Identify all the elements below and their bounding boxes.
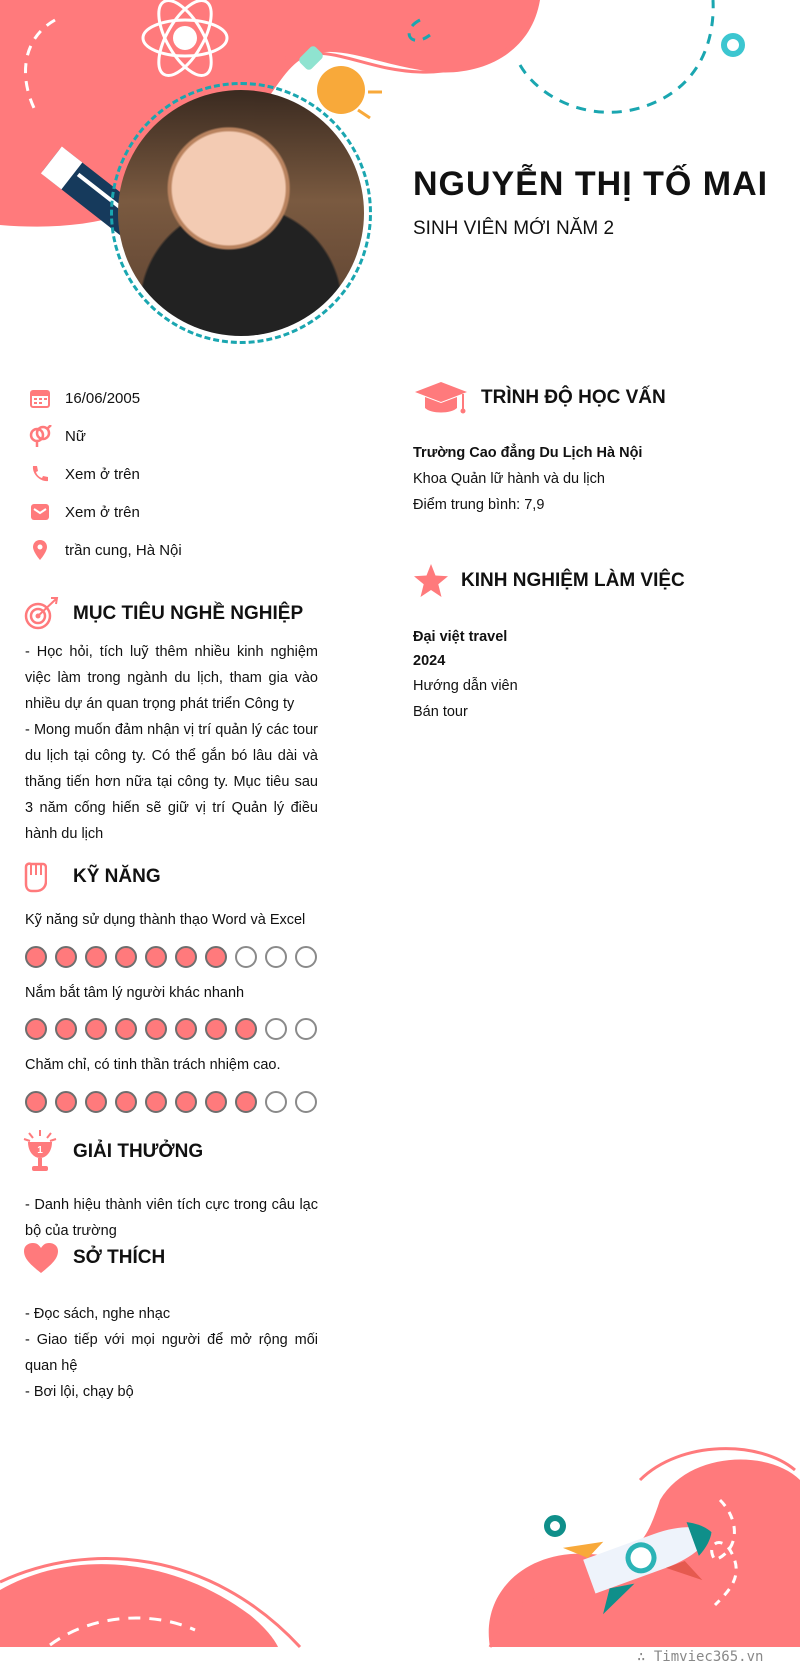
education-faculty: Khoa Quản lữ hành và du lịch: [413, 471, 605, 487]
rating-dot-filled: [115, 1018, 137, 1040]
experience-heading: [413, 563, 685, 599]
awards-text: - Danh hiệu thành viên tích cực trong câu lạc bộ của trường: [25, 1197, 318, 1239]
gender-value: Nữ: [65, 427, 86, 445]
rating-dot-filled: [25, 1018, 47, 1040]
rating-dot-filled: [235, 1091, 257, 1113]
rating-dot-filled: [85, 946, 107, 968]
skill-2-label: Nắm bắt tâm lý người khác nhanh: [25, 985, 245, 1001]
awards-heading: [23, 1130, 203, 1174]
small-teal-ring: [547, 1518, 563, 1534]
rating-dot-filled: [175, 1018, 197, 1040]
rating-dot-filled: [25, 946, 47, 968]
rating-dot-filled: [25, 1091, 47, 1113]
rating-dot-empty: [265, 1091, 287, 1113]
gender-icon: [28, 424, 52, 448]
fist-icon: [23, 859, 47, 895]
gender-row: [28, 424, 86, 448]
graduation-cap-icon: [413, 380, 469, 416]
rating-dot-empty: [295, 1091, 317, 1113]
rating-dot-filled: [145, 946, 167, 968]
atom-icon: [173, 26, 197, 50]
rating-dot-empty: [235, 946, 257, 968]
dob-row: [28, 386, 140, 410]
email-icon: [28, 500, 52, 524]
rating-dot-filled: [55, 1091, 77, 1113]
phone-row: [28, 462, 140, 486]
email-value: Xem ở trên: [65, 503, 140, 521]
experience-company: Đại việt travel: [413, 629, 508, 645]
phone-icon: [28, 462, 52, 486]
rating-dot-filled: [205, 946, 227, 968]
address-row: [28, 538, 182, 562]
rating-dot-empty: [295, 946, 317, 968]
career-goal-title: MỤC TIÊU NGHỀ NGHIỆP: [73, 603, 304, 624]
footer-decoration: [0, 1440, 800, 1672]
hobbies-title: SỞ THÍCH: [73, 1247, 166, 1268]
rating-dot-filled: [55, 1018, 77, 1040]
skill-3-label: Chăm chỉ, có tinh thần trách nhiệm cao.: [25, 1057, 281, 1073]
rating-dot-filled: [85, 1091, 107, 1113]
career-goal-heading: [23, 596, 303, 632]
rating-dot-empty: [295, 1018, 317, 1040]
rating-dot-filled: [145, 1091, 167, 1113]
skill-1-label: Kỹ năng sử dụng thành thạo Word và Excel: [25, 912, 306, 928]
rating-dot-filled: [205, 1091, 227, 1113]
avatar: [118, 90, 364, 336]
rating-dot-empty: [265, 946, 287, 968]
skill-2-rating: [25, 1018, 317, 1040]
rating-dot-filled: [55, 946, 77, 968]
target-icon: [23, 596, 59, 632]
career-goal-line-1: - Học hỏi, tích luỹ thêm nhiều kinh nghiệm việc làm trong ngành du lịch, tham gia vào nhiều dự án quan trọng phát triển Công ty: [25, 644, 318, 712]
trophy-icon: [23, 1130, 57, 1174]
education-school: Trường Cao đẳng Du Lịch Hà Nội: [413, 445, 643, 461]
calendar-icon: [28, 386, 52, 410]
career-goal-line-2: - Mong muốn đảm nhận vị trí quản lý các tour du lịch tại công ty. Có thể gắn bó lâu dài và thăng tiến hơn nữa tại công ty. Mục tiêu sau 3 năm cống hiến sẽ giữ vị trí Quản lý điều hành du lịch: [25, 722, 318, 842]
address-value: trần cung, Hà Nội: [65, 541, 182, 559]
candidate-title: SINH VIÊN MỚI NĂM 2: [413, 218, 615, 239]
experience-year: 2024: [413, 653, 446, 669]
rating-dot-filled: [115, 946, 137, 968]
rating-dot-filled: [175, 946, 197, 968]
skill-1-rating: [25, 946, 317, 968]
teal-ring: [724, 36, 742, 54]
experience-task: Bán tour: [413, 704, 468, 720]
experience-role: Hướng dẫn viên: [413, 678, 518, 694]
svg-text:1: 1: [37, 1145, 43, 1156]
education-title: TRÌNH ĐỘ HỌC VẤN: [481, 387, 666, 408]
email-row: [28, 500, 140, 524]
heart-icon: [23, 1242, 59, 1274]
dob-value: 16/06/2005: [65, 389, 141, 407]
rating-dot-filled: [205, 1018, 227, 1040]
education-heading: [413, 380, 666, 416]
skills-title: KỸ NĂNG: [73, 866, 161, 887]
hobbies-line-3: - Bơi lội, chạy bộ: [25, 1384, 134, 1400]
footer-left-blob: [0, 1564, 278, 1647]
star-icon: [413, 563, 449, 599]
rating-dot-filled: [175, 1091, 197, 1113]
rating-dot-empty: [265, 1018, 287, 1040]
rating-dot-filled: [235, 1018, 257, 1040]
hobbies-line-1: - Đọc sách, nghe nhạc: [25, 1306, 171, 1322]
awards-title: GIẢI THƯỞNG: [73, 1141, 204, 1162]
skill-3-rating: [25, 1091, 317, 1113]
phone-value: Xem ở trên: [65, 465, 140, 483]
rating-dot-filled: [145, 1018, 167, 1040]
watermark: ∴ Timviec365.vn: [637, 1649, 764, 1665]
hobbies-line-2: - Giao tiếp với mọi người để mở rộng mối quan hệ: [25, 1332, 318, 1374]
hobbies-heading: [23, 1242, 165, 1274]
skills-heading: [23, 859, 161, 895]
rating-dot-filled: [85, 1018, 107, 1040]
experience-title: KINH NGHIỆM LÀM VIỆC: [461, 570, 685, 591]
location-pin-icon: [28, 538, 52, 562]
education-gpa: Điểm trung bình: 7,9: [413, 497, 545, 513]
rating-dot-filled: [115, 1091, 137, 1113]
candidate-name: NGUYỄN THỊ TỐ MAI: [413, 165, 769, 203]
